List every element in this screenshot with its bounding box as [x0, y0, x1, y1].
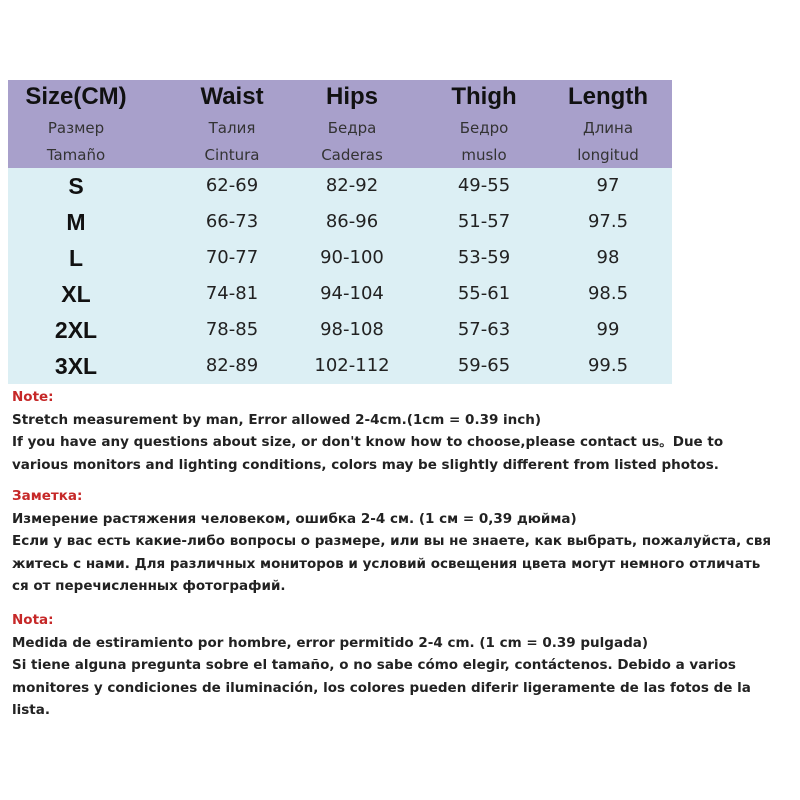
cell-hips: 102-112 — [314, 355, 390, 376]
note-line: житесь с нами. Для различных мониторов и условий освещения цвета могут немного отличать — [12, 555, 761, 572]
cell-thigh: 51-57 — [457, 211, 511, 232]
size-label: XL — [61, 280, 91, 307]
cell-waist: 74-81 — [205, 283, 259, 304]
header-thigh-es: muslo — [461, 146, 507, 164]
header-length-es: longitud — [577, 146, 639, 164]
note-russian — [12, 485, 792, 598]
note-line: ся от перечисленных фотографий. — [12, 578, 286, 594]
size-chart — [8, 80, 672, 384]
note-line: Si tiene alguna pregunta sobre el tamaño, o no sabe cómo elegir, contáctenos. Debido a varios — [12, 657, 736, 673]
note-english — [12, 386, 792, 476]
size-label: M — [66, 208, 86, 235]
note-line: Измерение растяжения человеком, ошибка 2-4 см. (1 см = 0,39 дюйма) — [12, 510, 577, 527]
cell-waist: 70-77 — [205, 247, 259, 268]
cell-length: 99 — [596, 319, 620, 340]
cell-length: 97.5 — [587, 211, 629, 232]
note-line: Medida de estiramiento por hombre, error permitido 2-4 cm. (1 cm = 0.39 pulgada) — [12, 634, 649, 651]
header-waist-es: Cintura — [204, 146, 260, 164]
header-waist-ru: Талия — [208, 119, 256, 137]
header-thigh-ru: Бедро — [459, 119, 509, 137]
header-hips: Hips — [325, 83, 378, 110]
size-label: S — [68, 172, 84, 199]
cell-thigh: 59-65 — [457, 355, 511, 376]
note-line: lista. — [12, 702, 50, 718]
note-line: monitores y condiciones de iluminación, los colores pueden diferir ligeramente de las fotos de la — [12, 679, 751, 696]
cell-thigh: 53-59 — [457, 247, 511, 268]
header-length-ru: Длина — [582, 119, 634, 137]
cell-hips: 86-96 — [325, 211, 379, 232]
cell-waist: 82-89 — [205, 355, 259, 376]
cell-hips: 90-100 — [320, 247, 384, 268]
cell-waist: 62-69 — [205, 175, 259, 196]
header-size: Size(CM) — [25, 83, 127, 110]
header-length: Length — [568, 83, 648, 110]
cell-length: 97 — [596, 175, 620, 196]
size-label: 3XL — [54, 352, 98, 379]
cell-hips: 94-104 — [320, 283, 384, 304]
header-thigh: Thigh — [451, 83, 517, 110]
note-spanish — [12, 609, 792, 722]
header-hips-ru: Бедра — [327, 119, 377, 137]
cell-waist: 66-73 — [205, 211, 259, 232]
cell-waist: 78-85 — [205, 319, 259, 340]
note-line: various monitors and lighting conditions, colors may be slightly different from listed photos. — [12, 456, 719, 473]
cell-thigh: 49-55 — [457, 175, 511, 196]
header-hips-es: Caderas — [321, 146, 383, 164]
cell-thigh: 55-61 — [457, 283, 511, 304]
note-title: Note: — [12, 389, 54, 405]
header-waist: Waist — [200, 83, 264, 110]
note-title: Заметка: — [12, 488, 83, 504]
cell-thigh: 57-63 — [457, 319, 511, 340]
size-label: 2XL — [54, 316, 98, 343]
cell-length: 98.5 — [587, 283, 629, 304]
size-label: L — [68, 244, 84, 271]
cell-length: 98 — [596, 247, 620, 268]
note-line: Если у вас есть какие-либо вопросы о размере, или вы не знаете, как выбрать, пожалуйста, свя — [12, 533, 772, 549]
header-size-es: Tamaño — [46, 146, 106, 164]
note-line: If you have any questions about size, or don't know how to choose,please contact us。Due to — [12, 434, 724, 450]
note-title: Nota: — [12, 612, 54, 628]
header-size-ru: Размер — [47, 119, 105, 137]
note-line: Stretch measurement by man, Error allowed 2-4cm.(1cm = 0.39 inch) — [12, 411, 542, 428]
cell-length: 99.5 — [587, 355, 629, 376]
cell-hips: 82-92 — [325, 175, 379, 196]
cell-hips: 98-108 — [320, 319, 384, 340]
